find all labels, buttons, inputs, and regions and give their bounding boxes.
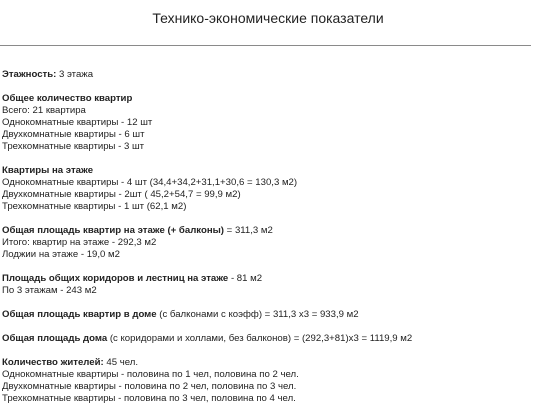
apartments-total-heading: Общее количество квартир (2, 93, 133, 104)
document-body (2, 69, 536, 417)
house-apartments-area-heading: Общая площадь квартир в доме (2, 309, 157, 320)
list-item: Однокомнатные квартиры - 12 шт (2, 117, 153, 128)
house-area-value: (с коридорами и холлами, без балконов) = (292,3+81)х3 = 1119,9 м2 (107, 333, 413, 344)
list-item: Однокомнатные квартиры - половина по 1 чел, половина по 2 чел. (2, 369, 299, 380)
list-item: Трехкомнатные квартиры - 3 шт (2, 141, 145, 152)
list-item: Двухкомнатные квартиры - 6 шт (2, 129, 145, 140)
list-item: Трехкомнатные квартиры - половина по 3 чел, половина по 4 чел. (2, 393, 296, 404)
list-item: Итого: квартир на этаже - 292,3 м2 (2, 237, 157, 248)
house-area-section (2, 333, 536, 345)
list-item: Лоджии на этаже - 19,0 м2 (2, 249, 120, 260)
house-area-heading: Общая площадь дома (2, 333, 108, 344)
list-item: Трехкомнатные квартиры - 1 шт (62,1 м2) (2, 201, 187, 212)
residents-value: 45 чел. (103, 357, 138, 368)
title-divider (0, 45, 531, 46)
apartments-per-floor-section (2, 165, 536, 213)
floors-line (2, 69, 536, 81)
residents-heading: Количество жителей: (2, 357, 104, 368)
residents-section (2, 357, 536, 405)
list-item: Двухкомнатные квартиры - половина по 2 чел, половина по 3 чел. (2, 381, 297, 392)
floor-area-section (2, 225, 536, 261)
page-title: Технико-экономические показатели (152, 10, 384, 26)
corridors-heading: Площадь общих коридоров и лестниц на этаже (2, 273, 229, 284)
floors-section (2, 69, 536, 81)
list-item: Однокомнатные квартиры - 4 шт (34,4+34,2+31,1+30,6 = 130,3 м2) (2, 177, 298, 188)
corridors-value: - 81 м2 (228, 273, 263, 284)
floors-value: 3 этажа (56, 69, 94, 80)
list-item: Двухкомнатные квартиры - 2шт ( 45,2+54,7 = 99,9 м2) (2, 189, 241, 200)
list-item: По 3 этажам - 243 м2 (2, 285, 97, 296)
apartments-per-floor-heading: Квартиры на этаже (2, 165, 94, 176)
floors-label: Этажность: (2, 69, 57, 80)
house-apartments-area-section (2, 309, 536, 321)
floor-area-value: = 311,3 м2 (224, 225, 273, 236)
apartments-total-section (2, 93, 536, 153)
corridors-section (2, 273, 536, 297)
list-item: Всего: 21 квартира (2, 105, 86, 116)
floor-area-heading: Общая площадь квартир на этаже (+ балконы) (2, 225, 225, 236)
house-apartments-area-value: (с балконами с коэфф) = 311,3 х3 = 933,9 м2 (156, 309, 359, 320)
